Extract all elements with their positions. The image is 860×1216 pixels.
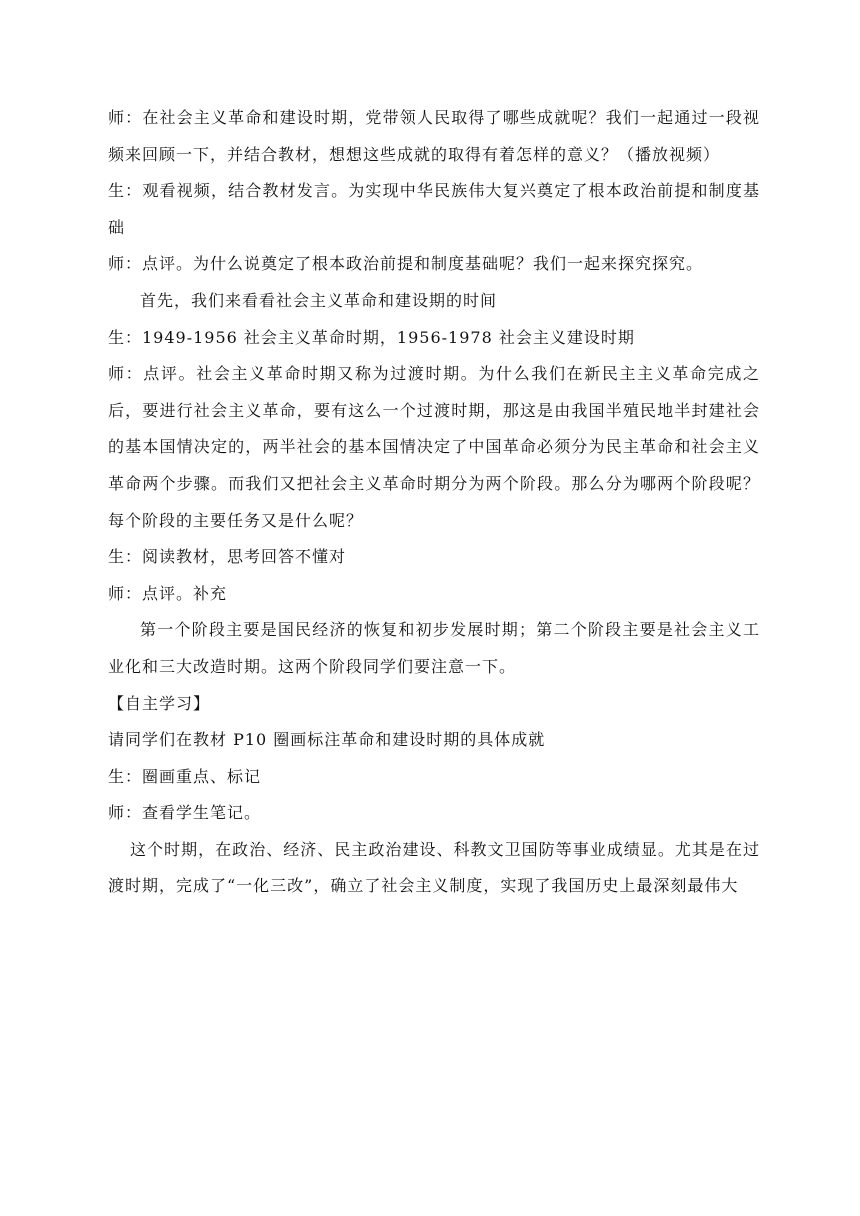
paragraph-teacher-question: 师：在社会主义革命和建设时期，党带领人民取得了哪些成就呢？我们一起通过一段视频来回顾一下，并结合教材，想想这些成就的取得有着怎样的意义？（播放视频） xyxy=(108,108,760,164)
paragraph-assignment: 请同学们在教材 P10 圈画标注革命和建设时期的具体成就 xyxy=(108,730,546,750)
paragraph-student-answer: 生：观看视频，结合教材发言。为实现中华民族伟大复兴奠定了根本政治前提和制度基础 xyxy=(108,181,760,237)
paragraph-teacher-comment: 师：点评。为什么说奠定了根本政治前提和制度基础呢？我们一起来探究探究。 xyxy=(108,254,704,274)
document-body xyxy=(108,100,760,905)
paragraph-two-stages: 第一个阶段主要是国民经济的恢复和初步发展时期；第二个阶段主要是社会主义工业化和三大改造时期。这两个阶段同学们要注意一下。 xyxy=(108,620,760,676)
paragraph-first-look: 首先，我们来看看社会主义革命和建设期的时间 xyxy=(140,290,498,310)
paragraph-periods: 生：1949-1956 社会主义革命时期，1956-1978 社会主义建设时期 xyxy=(108,327,635,347)
paragraph-student-marking: 生：圈画重点、标记 xyxy=(108,766,262,786)
paragraph-teacher-check: 师：查看学生笔记。 xyxy=(108,803,262,823)
section-heading-self-study: 【自主学习】 xyxy=(108,693,211,713)
paragraph-transition-period: 师：点评。社会主义革命时期又称为过渡时期。为什么我们在新民主主义革命完成之后，要进行社会主义革命，要有这么一个过渡时期，那这是由我国半殖民地半封建社会的基本国情决定的，两半社会的基本国情决定了中国革命必须分为民主革命和社会主义革命两个步骤。而我们又把社会主义革命时期分为两个阶段。那么分为哪两个阶段呢？每个阶段的主要任务又是什么呢？ xyxy=(108,364,760,530)
paragraph-teacher-supplement: 师：点评。补充 xyxy=(108,583,228,603)
paragraph-student-reading: 生：阅读教材，思考回答不懂对 xyxy=(108,547,347,567)
paragraph-achievements: 这个时期，在政治、经济、民主政治建设、科教文卫国防等事业成绩显。尤其是在过渡时期，完成了“一化三改”，确立了社会主义制度，实现了我国历史上最深刻最伟大 xyxy=(108,839,760,896)
